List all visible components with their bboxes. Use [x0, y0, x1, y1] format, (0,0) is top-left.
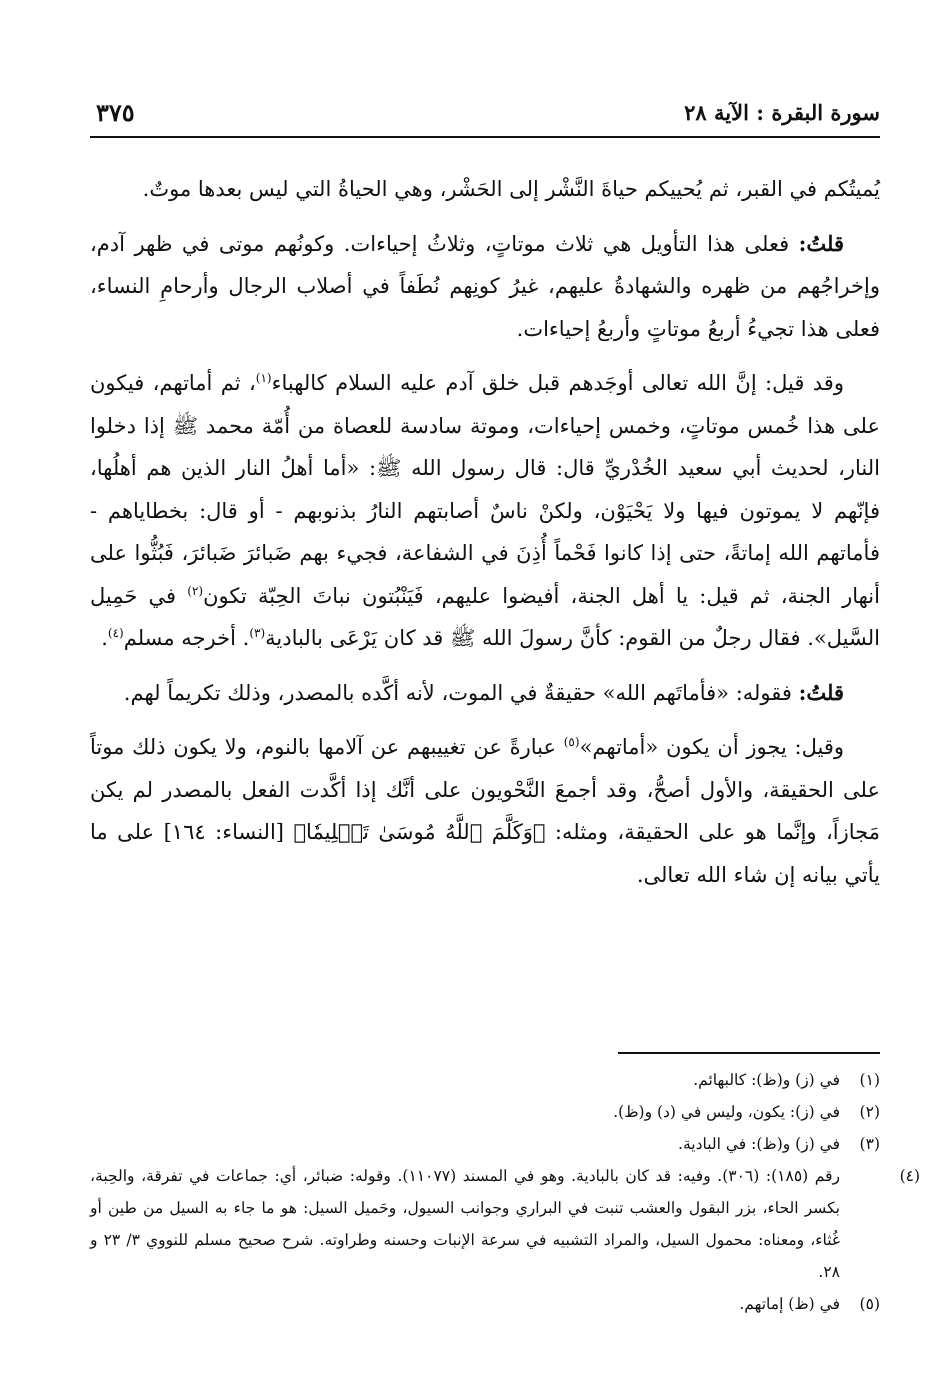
paragraph-2 [90, 223, 880, 351]
qultu-lead: قلتُ: [798, 230, 844, 256]
footnote-3 [90, 1128, 880, 1160]
qultu-lead-2: قلتُ: [798, 679, 844, 705]
paragraph-1: يُميتُكم في القبر، ثم يُحييكم حياةَ النَّشْر إلى الحَشْر، وهي الحياةُ التي ليس بعدها موتٌ. [142, 177, 880, 201]
running-title: سورة البقرة : الآية ٢٨ [684, 100, 880, 125]
footnote-number: (٤) [899, 1167, 921, 1185]
paragraph-3-part-c: في حَمِيل السَّيل». فقال رجلٌ من القوم: كأنَّ رسولَ الله ﷺ قد كان يَرْعَى بالبادية [90, 583, 880, 650]
footnote-text: في (ز): يكون، وليس في (د) و(ظ). [613, 1103, 840, 1121]
paragraph-3-part-d: . أخرجه مسلم [123, 626, 250, 650]
paragraph-2-text: فعلى هذا التأويل هي ثلاث موتاتٍ، وثلاثُ إحياءات. وكونُهم موتى في ظهر آدم، وإخراجُهم من ظهره والشهادةُ عليهم، غيرُ كونِهم نُطَفاً في أصلاب الرجال وأرحامِ النساء، فعلى هذا تجيءُ أربعُ موتاتٍ وأربعُ إحياءات. [90, 231, 880, 341]
footnote-4 [90, 1160, 921, 1288]
footnote-text: في (ز) و(ظ): في البادية. [678, 1135, 840, 1153]
footnote-number: (٣) [859, 1135, 880, 1153]
footnote-text: في (ز) و(ظ): كالبهائم. [693, 1071, 840, 1089]
footnote-5 [90, 1288, 880, 1320]
footnote-text: في (ظ) إماتهم. [739, 1295, 840, 1313]
footnote-separator [618, 1052, 880, 1054]
footnote-ref-2[interactable]: (٢) [187, 583, 204, 598]
paragraph-5-part-b: عبارةً عن تغييبهم عن آلامها بالنوم، ولا يكون ذلك موتاً على الحقيقة، والأول أصحُّ، وقد أجمعَ النَّحْويون على أنَّك إذا أكَّدت الفعل بالمصدر لم يكن مَجازاً، وإنَّما هو على الحقيقة، ومثله: ﴿وَكَلَّمَ ٱللَّهُ مُوسَىٰ تَكۡلِيمٗا﴾ [النساء: ١٦٤] على ما يأتي بيانه إن شاء الله تعالى. [90, 735, 880, 887]
page-number: ٣٧٥ [96, 98, 135, 127]
footnotes [90, 1064, 921, 1320]
footnote-ref-5[interactable]: (٥) [563, 735, 580, 749]
paragraph-3-part-a: وقد قيل: إنَّ الله تعالى أوجَدهم قبل خلق آدم عليه السلام كالهباء [271, 371, 844, 395]
paragraph-5-part-a: وقيل: يجوز أن يكون «أماتهم» [579, 735, 845, 759]
paragraph-4-text: فقوله: «فأماتَهم الله» حقيقةٌ في الموت، لأنه أكَّده بالمصدر، وذلك تكريماً لهم. [123, 680, 792, 705]
footnote-number: (٢) [859, 1103, 880, 1121]
footnote-number: (٥) [859, 1295, 880, 1313]
paragraph-3-part-e: . [101, 626, 108, 650]
paragraph-3 [90, 362, 880, 660]
footnote-number: (١) [859, 1071, 880, 1089]
footnote-2 [90, 1096, 880, 1128]
footnote-ref-3[interactable]: (٣) [249, 626, 266, 640]
footnote-text: رقم (١٨٥): (٣٠٦). وفيه: قد كان بالبادية. وهو في المسند (١١٠٧٧). وقوله: ضبائر، أي: جماعات في تفرقة، والحِبة، بكسر الحاء، بزر البقول والعشب تنبت في البراري وجوانب السيول، وحَميل السيل: هو ما جاء به السيل من طين أو غُثاء، ومعناه: محمول السيل، والمراد التشبيه في سرعة الإنبات وحسنه وطراوته. شرح صحيح مسلم للنووي ٣/ ٢٣ و ٢٨. [90, 1167, 841, 1281]
main-text [90, 168, 880, 908]
footnote-ref-1[interactable]: (١) [255, 371, 272, 385]
page-header [90, 96, 880, 138]
paragraph-3-part-b: ، ثم أماتهم، فيكون على هذا خُمس موتاتٍ، وخمس إحياءات، وموتة سادسة للعصاة من أُمّة محمد ﷺ إذا دخلوا النار، لحديث أبي سعيد الخُدْريِّ قال: قال رسول الله ﷺ: «أما أهلُ النار الذين هم أهلُها، فإنّهم لا يموتون فيها ولا يَحْيَوْن، ولكنْ ناسٌ أصابتهم النارُ بذنوبهم - أو قال: بخطاياهم - فأماتهم الله إماتةً، حتى إذا كانوا فَحْماً أُذِنَ في الشفاعة، فجيء بهم ضَبائرَ ضَبائرَ، فَبُثُّوا على أنهار الجنة، ثم قيل: يا أهل الجنة، أفيضوا عليهم، فَيَنْبُتون نباتَ الحِبّة تكون [90, 371, 880, 608]
book-page [90, 0, 921, 1390]
footnote-ref-4[interactable]: (٤) [107, 626, 124, 640]
paragraph-5 [90, 726, 880, 896]
footnote-1 [90, 1064, 880, 1096]
paragraph-4 [90, 672, 880, 715]
